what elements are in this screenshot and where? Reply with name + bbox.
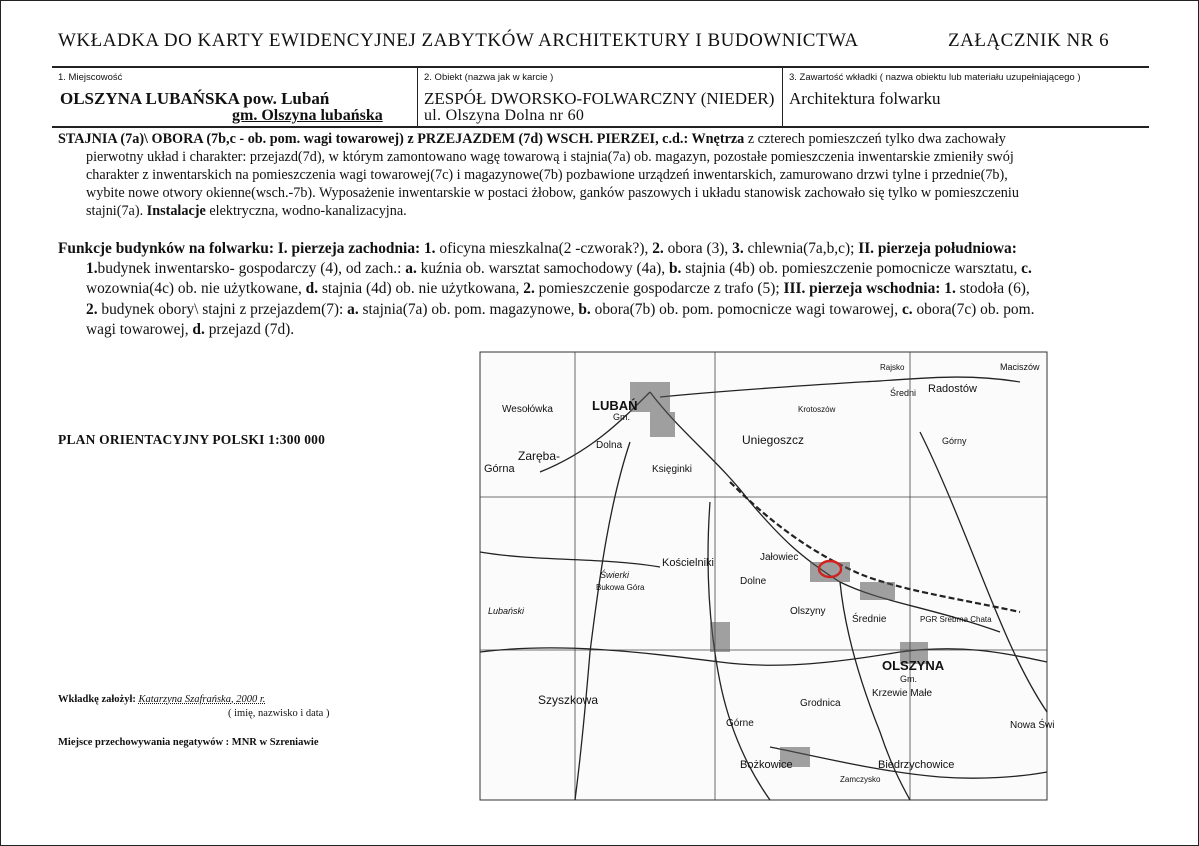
functions-bold: 2. bbox=[523, 280, 535, 298]
divider bbox=[52, 126, 1149, 128]
plan-title: PLAN ORIENTACYJNY POLSKI 1:300 000 bbox=[58, 432, 326, 447]
functions-paragraph bbox=[58, 239, 1158, 340]
map-label: Wesołówka bbox=[502, 404, 553, 415]
description-text: stajni(7a). bbox=[86, 203, 147, 219]
map-label: Księginki bbox=[652, 464, 693, 475]
functions-text: obora (3), bbox=[663, 240, 733, 257]
functions-text: wagi towarowej, bbox=[86, 320, 193, 338]
functions-text: oficyna mieszkalna(2 -czworak?), bbox=[435, 240, 653, 257]
functions-text: budynek inwentarsko- gospodarczy (4), od zach.: bbox=[97, 260, 406, 278]
header-fields bbox=[52, 66, 1149, 126]
functions-text: pomieszczenie gospodarcze z trafo (5); bbox=[534, 280, 784, 298]
functions-bold: Funkcje budynków na folwarku: I. pierzeja zachodnia: 1. bbox=[58, 240, 436, 257]
installations-heading: Instalacje bbox=[146, 203, 206, 219]
map-label: Krzewie Małe bbox=[872, 688, 933, 699]
functions-bold: d. bbox=[192, 320, 205, 338]
locality-label: 1. Miejscowość bbox=[58, 72, 123, 83]
map-label: Jałowiec bbox=[760, 552, 799, 563]
functions-text: stajnia(7a) ob. pom. magazynowe, bbox=[358, 300, 579, 318]
annex-number: ZAŁĄCZNIK NR 6 bbox=[948, 30, 1110, 51]
founder-note: ( imię, nazwisko i data ) bbox=[228, 708, 330, 719]
map-label: Świerki bbox=[600, 570, 630, 580]
map-label: Górna bbox=[484, 463, 515, 475]
page-title: WKŁADKA DO KARTY EWIDENCYJNEJ ZABYTKÓW ARCHITEKTURY I BUDOWNICTWA bbox=[58, 30, 859, 51]
functions-text: stodoła (6), bbox=[955, 280, 1030, 298]
functions-text: obora(7b) ob. pom. pomocnicze wagi towarowej, bbox=[590, 300, 902, 318]
map-label: Lubański bbox=[488, 606, 525, 616]
functions-text: stajnia (4d) ob. nie użytkowana, bbox=[318, 280, 524, 298]
map-label: LUBAŃ bbox=[592, 398, 638, 413]
map-label: Średni bbox=[890, 388, 917, 398]
functions-bold: c. bbox=[901, 300, 913, 318]
map-label: Krotoszów bbox=[798, 405, 836, 414]
functions-bold: a. bbox=[405, 260, 417, 278]
map-label: Nowa Świ bbox=[1010, 720, 1055, 731]
object-label: 2. Obiekt (nazwa jak w karcie ) bbox=[424, 72, 554, 83]
content-value: Architektura folwarku bbox=[789, 89, 941, 108]
object-cell bbox=[417, 66, 781, 126]
description-text: z czterech pomieszczeń tylko dwa zachowały bbox=[744, 131, 1006, 147]
functions-text: kuźnia ob. warsztat samochodowy (4a), bbox=[416, 260, 669, 278]
functions-bold: a. bbox=[347, 300, 359, 318]
functions-text: obora(7c) ob. pom. bbox=[912, 300, 1035, 318]
functions-bold: 1. bbox=[86, 260, 98, 278]
functions-text: stajnia (4b) ob. pomieszczenie pomocnicze warsztatu, bbox=[681, 260, 1022, 278]
founder-label: Wkładkę założył: bbox=[58, 694, 136, 705]
description-text: pierwotny układ i charakter: przejazd(7d), w którym zamontowano wagę towarową i stajnia(7a) ob. magazyn, pozostałe pomieszczenia inwentarskie zmieniły swój bbox=[86, 149, 1014, 165]
functions-text: przejazd (7d). bbox=[204, 320, 295, 338]
functions-text: chlewnia(7a,b,c); bbox=[743, 240, 859, 257]
map-label: Rajsko bbox=[880, 363, 905, 372]
content-label: 3. Zawartość wkładki ( nazwa obiektu lub materiału uzupełniającego ) bbox=[789, 72, 1081, 83]
map-label: Uniegoszcz bbox=[742, 433, 805, 447]
functions-text: budynek obory\ stajni z przejazdem(7): bbox=[97, 300, 348, 318]
description-heading: STAJNIA (7a)\ OBORA (7b,c - ob. pom. wagi towarowej) z PRZEJAZDEM (7d) WSCH. PIERZEI, c.d.: Wnętrza bbox=[58, 131, 745, 147]
description-text: charakter z inwentarskich na pomieszczenia wagi towarowej(7c) i magazynowe(7b) pozbawione urządzeń inwentarskich, zamurowano drzwi tylne i przednie(7b), bbox=[86, 167, 1008, 183]
map-label: Dolna bbox=[596, 440, 623, 451]
functions-bold: 2. bbox=[86, 300, 98, 318]
map-label: Bożkowice bbox=[740, 759, 793, 771]
map-label: Biedrzychowice bbox=[878, 759, 955, 771]
map-label: OLSZYNA bbox=[882, 658, 945, 673]
negatives-storage: Miejsce przechowywania negatywów : MNR w Szreniawie bbox=[58, 737, 319, 748]
map-label: Olszyny bbox=[790, 606, 826, 617]
functions-bold: b. bbox=[578, 300, 591, 318]
address-value: ul. Olszyna Dolna nr 60 bbox=[424, 107, 585, 124]
map-label: Szyszkowa bbox=[538, 693, 599, 707]
map-label: Gm. bbox=[900, 674, 917, 684]
map-label: Górne bbox=[726, 718, 754, 729]
functions-bold: 3. bbox=[732, 240, 744, 257]
founder-line bbox=[58, 694, 265, 705]
functions-bold: d. bbox=[305, 280, 319, 298]
map-label: Grodnica bbox=[800, 698, 841, 709]
content-cell bbox=[782, 66, 1150, 126]
locality-value: OLSZYNA LUBAŃSKA pow. Lubań bbox=[60, 89, 330, 108]
map-label: Górny bbox=[942, 436, 967, 446]
map-label: Gm. bbox=[613, 412, 630, 422]
map-label: Radostów bbox=[928, 383, 977, 395]
founder-name: Katarzyna Szafrańska, 2000 r. bbox=[138, 694, 266, 705]
description-text: wybite nowe otwory okienne(wsch.-7b). Wyposażenie inwentarskie w postaci żłobow, ganków paszowych i układu stanowisk zachowało się tylko w pomieszczeniu bbox=[86, 185, 1019, 201]
description-text: elektryczna, wodno-kanalizacyjna. bbox=[205, 203, 407, 219]
functions-bold: 2. bbox=[652, 240, 664, 257]
functions-bold: c. bbox=[1021, 260, 1032, 278]
functions-bold: II. pierzeja południowa: bbox=[858, 240, 1017, 257]
map-label: Zamczysko bbox=[840, 775, 881, 784]
map-label: Dolne bbox=[740, 576, 767, 587]
functions-bold: b. bbox=[668, 260, 682, 278]
commune-value: gm. Olszyna lubańska bbox=[232, 107, 383, 124]
orientation-map bbox=[480, 352, 1055, 800]
description-paragraph bbox=[58, 130, 1148, 220]
map-label: Zaręba- bbox=[518, 449, 561, 463]
functions-bold: III. pierzeja wschodnia: 1. bbox=[783, 280, 956, 298]
functions-text: wozownia(4c) ob. nie użytkowane, bbox=[86, 280, 306, 298]
locality-cell bbox=[52, 66, 416, 126]
map-label: PGR Srebrna Chata bbox=[920, 615, 992, 624]
map-label: Maciszów bbox=[1000, 362, 1040, 372]
map-label: Kościelniki bbox=[662, 557, 714, 569]
map-label: Średnie bbox=[852, 614, 887, 625]
object-value: ZESPÓŁ DWORSKO-FOLWARCZNY (NIEDER) bbox=[424, 89, 775, 108]
map-label: Bukowa Góra bbox=[596, 583, 645, 592]
